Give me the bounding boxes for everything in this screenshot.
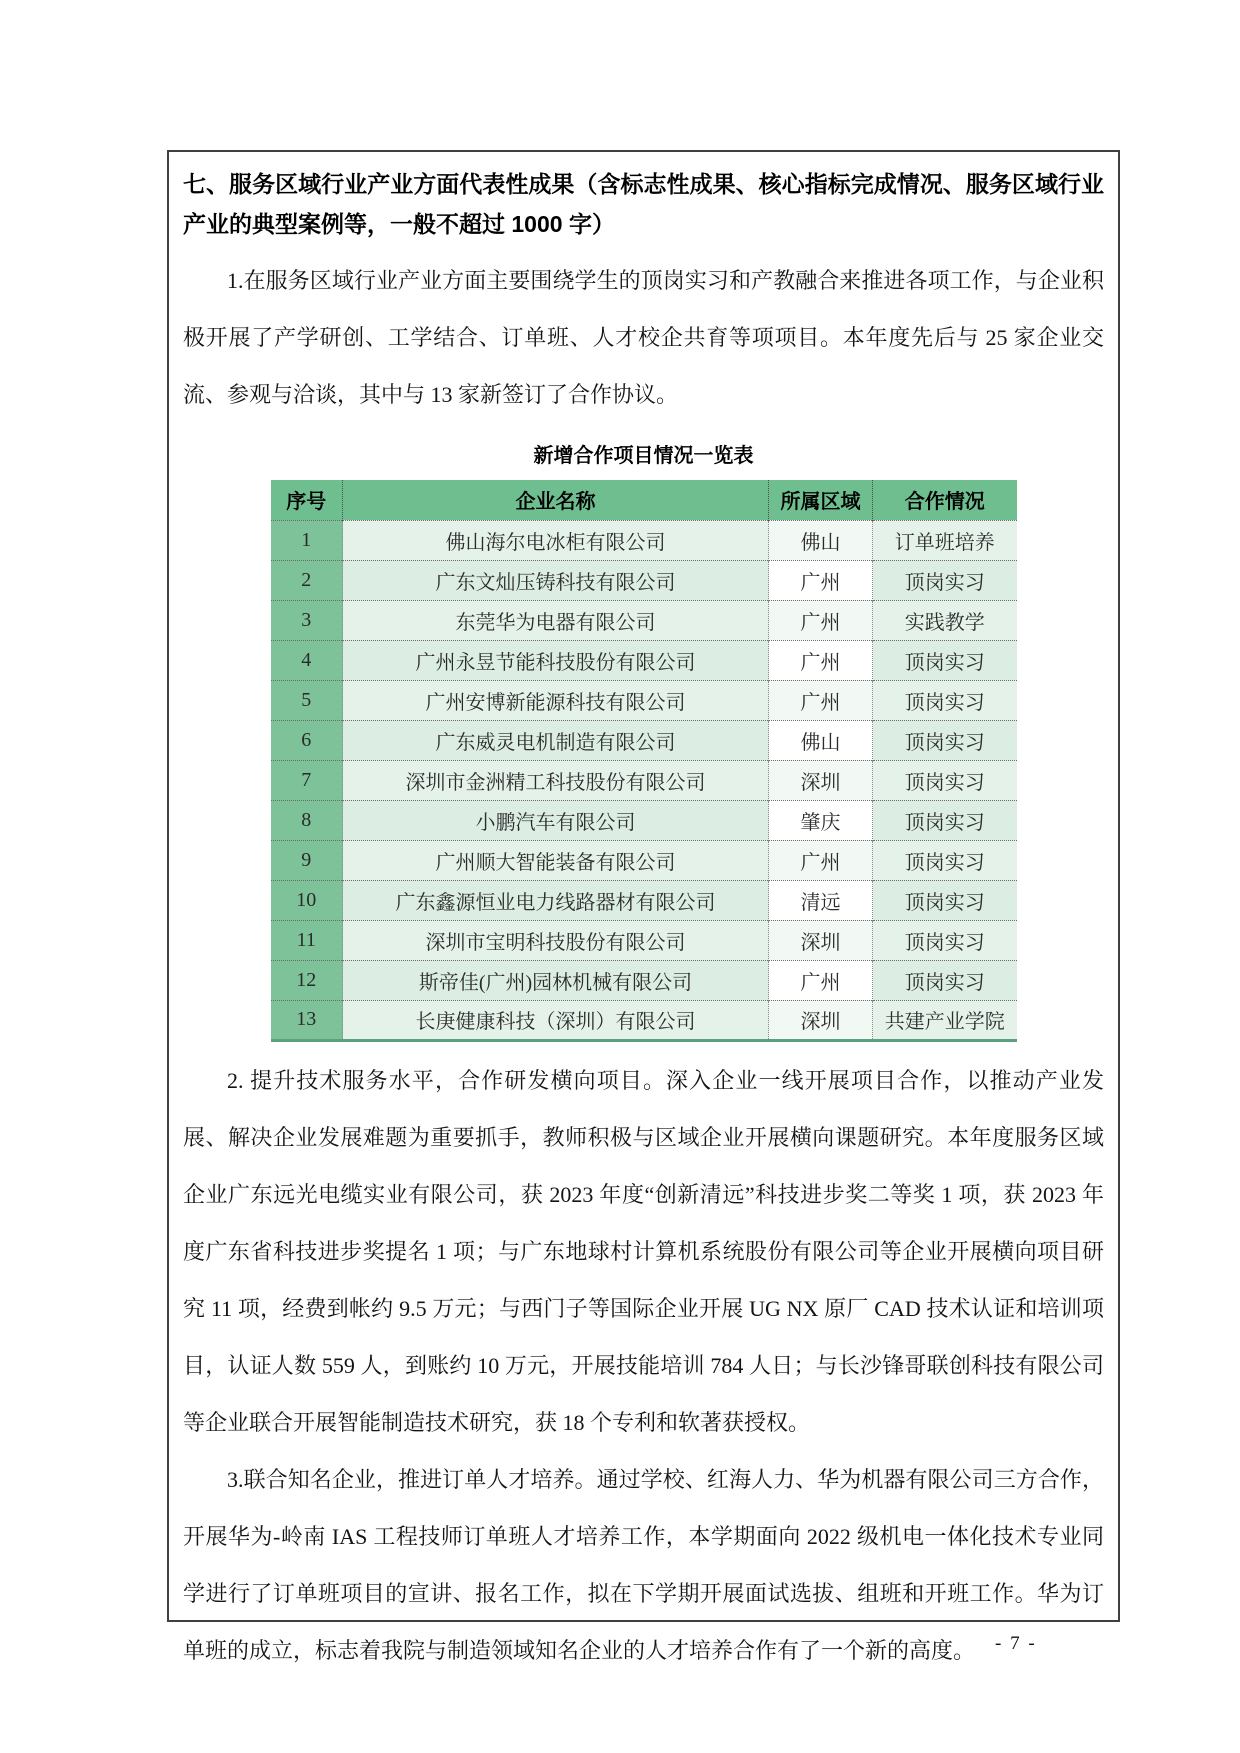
header-coop: 合作情况 — [873, 480, 1017, 520]
table-row — [271, 560, 1017, 600]
cell-name: 广东鑫源恒业电力线路器材有限公司 — [343, 880, 769, 920]
cell-seq: 10 — [271, 880, 343, 920]
cell-seq: 11 — [271, 920, 343, 960]
table-row — [271, 1000, 1017, 1040]
cell-seq: 12 — [271, 960, 343, 1000]
table-row — [271, 920, 1017, 960]
cell-region: 广州 — [769, 680, 873, 720]
cell-coop: 顶岗实习 — [873, 960, 1017, 1000]
cell-coop: 共建产业学院 — [873, 1000, 1017, 1040]
cell-region: 深圳 — [769, 920, 873, 960]
table-row — [271, 600, 1017, 640]
cell-name: 深圳市金洲精工科技股份有限公司 — [343, 760, 769, 800]
cell-region: 广州 — [769, 840, 873, 880]
cell-coop: 顶岗实习 — [873, 760, 1017, 800]
table-row — [271, 640, 1017, 680]
table-title: 新增合作项目情况一览表 — [533, 445, 754, 467]
paragraph-3: 3.联合知名企业，推进订单人才培养。通过学校、红海人力、华为机器有限公司三方合作，开展华为-岭南 IAS 工程技师订单班人才培养工作，本学期面向 2022 级机电一体化技术专业同学进行了订单班项目的宣讲、报名工作，拟在下学期开展面试选拔、组班和开班工作。华为订单班的成立，标志着我院与制造领域知名企业的人才培养合作有了一个新的高度。 — [183, 1466, 1104, 1663]
header-seq: 序号 — [271, 480, 343, 520]
cell-seq: 7 — [271, 760, 343, 800]
table-row — [271, 840, 1017, 880]
cell-coop: 顶岗实习 — [873, 680, 1017, 720]
page-number: - 7 - — [995, 1633, 1037, 1654]
cell-region: 佛山 — [769, 520, 873, 560]
table-row — [271, 800, 1017, 840]
paragraph-1: 1.在服务区域行业产业方面主要围绕学生的顶岗实习和产教融合来推进各项工作，与企业积极开展了产学研创、工学结合、订单班、人才校企共育等项项目。本年度先后与 25 家企业交流、参观与洽谈，其中与 13 家新签订了合作协议。 — [183, 268, 1104, 407]
cell-coop: 顶岗实习 — [873, 920, 1017, 960]
cell-region: 广州 — [769, 640, 873, 680]
cell-region: 肇庆 — [769, 800, 873, 840]
cooperation-projects-table — [271, 480, 1017, 1042]
cell-name: 广东威灵电机制造有限公司 — [343, 720, 769, 760]
cell-region: 广州 — [769, 600, 873, 640]
cell-seq: 2 — [271, 560, 343, 600]
cell-region: 广州 — [769, 560, 873, 600]
cell-seq: 3 — [271, 600, 343, 640]
cell-seq: 5 — [271, 680, 343, 720]
cell-seq: 4 — [271, 640, 343, 680]
header-region: 所属区域 — [769, 480, 873, 520]
paragraph-2: 2. 提升技术服务水平，合作研发横向项目。深入企业一线开展项目合作，以推动产业发展、解决企业发展难题为重要抓手，教师积极与区域企业开展横向课题研究。本年度服务区域企业广东远光电缆实业有限公司，获 2023 年度“创新清远”科技进步奖二等奖 1 项，获 2023 年度广东省科技进步奖提名 1 项；与广东地球村计算机系统股份有限公司等企业开展横向项目研究 11 项，经费到帐约 9.5 万元；与西门子等国际企业开展 UG NX 原厂 CAD 技术认证和培训项目，认证人数 559 人，到账约 10 万元，开展技能培训 784 人日；与长沙锋哥联创科技有限公司等企业联合开展智能制造技术研究，获 18 个专利和软著获授权。 — [183, 1067, 1104, 1435]
cell-region: 清远 — [769, 880, 873, 920]
table-row — [271, 520, 1017, 560]
cell-coop: 顶岗实习 — [873, 560, 1017, 600]
cell-name: 深圳市宝明科技股份有限公司 — [343, 920, 769, 960]
cell-coop: 实践教学 — [873, 600, 1017, 640]
cell-coop: 顶岗实习 — [873, 880, 1017, 920]
cell-name: 佛山海尔电冰柜有限公司 — [343, 520, 769, 560]
cell-coop: 顶岗实习 — [873, 640, 1017, 680]
cell-coop: 订单班培养 — [873, 520, 1017, 560]
cell-name: 广州顺大智能装备有限公司 — [343, 840, 769, 880]
cell-coop: 顶岗实习 — [873, 840, 1017, 880]
cell-region: 佛山 — [769, 720, 873, 760]
cell-name: 广州安博新能源科技有限公司 — [343, 680, 769, 720]
table-row — [271, 880, 1017, 920]
cell-coop: 顶岗实习 — [873, 800, 1017, 840]
cell-coop: 顶岗实习 — [873, 720, 1017, 760]
cell-name: 东莞华为电器有限公司 — [343, 600, 769, 640]
cell-name: 广东文灿压铸科技有限公司 — [343, 560, 769, 600]
table-row — [271, 760, 1017, 800]
cell-name: 广州永昱节能科技股份有限公司 — [343, 640, 769, 680]
section-heading: 七、服务区域行业产业方面代表性成果（含标志性成果、核心指标完成情况、服务区域行业产业的典型案例等，一般不超过 1000 字） — [183, 171, 1104, 237]
cell-seq: 1 — [271, 520, 343, 560]
table-row — [271, 960, 1017, 1000]
table-row — [271, 720, 1017, 760]
cell-name: 斯帝佳(广州)园林机械有限公司 — [343, 960, 769, 1000]
cell-name: 小鹏汽车有限公司 — [343, 800, 769, 840]
table-row — [271, 680, 1017, 720]
cell-region: 广州 — [769, 960, 873, 1000]
header-name: 企业名称 — [343, 480, 769, 520]
table-header-row — [271, 480, 1017, 520]
content-border-box — [167, 150, 1120, 1663]
cell-seq: 13 — [271, 1000, 343, 1040]
cell-seq: 9 — [271, 840, 343, 880]
cell-name: 长庚健康科技（深圳）有限公司 — [343, 1000, 769, 1040]
cell-region: 深圳 — [769, 1000, 873, 1040]
cell-region: 深圳 — [769, 760, 873, 800]
cell-seq: 6 — [271, 720, 343, 760]
cell-seq: 8 — [271, 800, 343, 840]
